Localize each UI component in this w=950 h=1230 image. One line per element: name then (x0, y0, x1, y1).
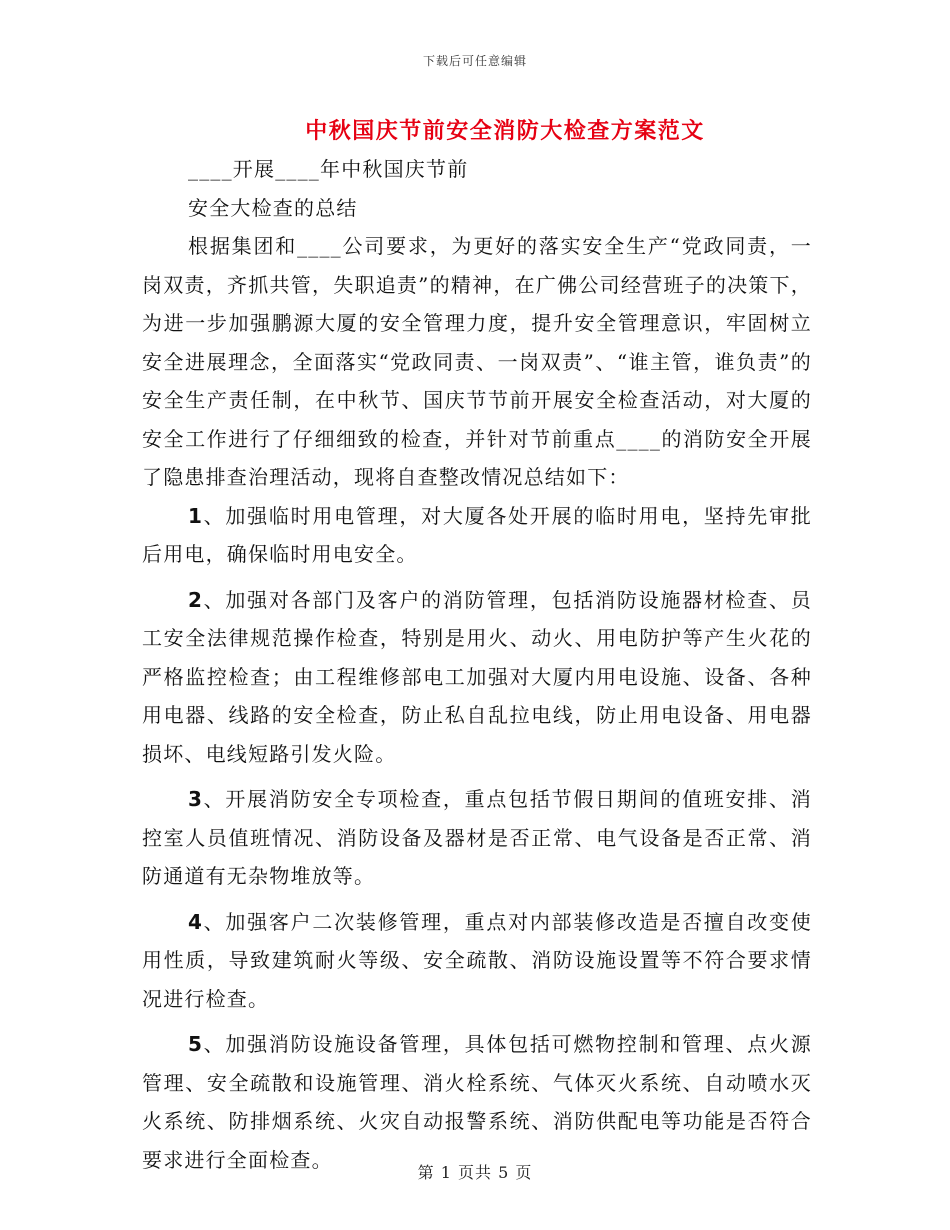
intro-paragraph: 根据集团和____公司要求，为更好的落实安全生产“党政同责，一岗双责，齐抓共管，失职追责”的精神，在广佛公司经营班子的决策下，为进一步加强鹏源大厦的安全管理力度，提升安全管理意识，牢固树立安全进展理念，全面落实“党政同责、一岗双责”、“谁主管，谁负责”的安全生产责任制，在中秋节、国庆节节前开展安全检查活动，对大厦的安全工作进行了仔细细致的检查，并针对节前重点____的消防安全开展了隐患排查治理活动，现将自查整改情况总结如下： (142, 234, 812, 489)
list-item (142, 581, 812, 774)
item-text: 、加强对各部门及客户的消防管理，包括消防设施器材检查、员工安全法律规范操作检查，特别是用火、动火、用电防护等产生火花的严格监控检查；由工程维修部电工加强对大厦内用电设施、设备、各种用电器、线路的安全检查，防止私自乱拉电线，防止用电设备、用电器损坏、电线短路引发火险。 (142, 587, 812, 766)
item-text: 、开展消防安全专项检查，重点包括节假日期间的值班安排、消控室人员值班情况、消防设备及器材是否正常、电气设备是否正常、消防通道有无杂物堆放等。 (142, 787, 812, 888)
item-text: 、加强客户二次装修管理，重点对内部装修改造是否擅自改变使用性质，导致建筑耐火等级、安全疏散、消防设施设置等不符合要求情况进行检查。 (142, 909, 812, 1011)
item-text: 、加强消防设施设备管理，具体包括可燃物控制和管理、点火源管理、安全疏散和设施管理、消火栓系统、气体灭火系统、自动喷水灭火系统、防排烟系统、火灾自动报警系统、消防供配电等功能是否符合要求进行全面检查。 (142, 1032, 812, 1172)
item-number: 5 (188, 1032, 204, 1056)
item-number: 1 (188, 503, 204, 528)
item-text: 、加强临时用电管理，对大厦各处开展的临时用电，坚持先审批后用电，确保临时用电安全。 (142, 503, 812, 566)
document-title: 中秋国庆节前安全消防大检查方案范文 (305, 118, 705, 144)
item-number: 4 (188, 909, 204, 934)
item-number: 2 (188, 587, 204, 612)
document-body (142, 150, 812, 1186)
list-item (142, 903, 812, 1019)
page-header-note: 下载后可任意编辑 (422, 54, 527, 68)
item-number: 3 (188, 787, 204, 811)
list-item (142, 780, 812, 896)
list-item (142, 1025, 812, 1179)
intro-line-2: 安全大检查的总结 (188, 195, 358, 220)
intro-line-1: ____开展____年中秋国庆节前 (188, 157, 469, 181)
page-number: 第 1 页共 5 页 (417, 1163, 533, 1182)
list-item (142, 497, 812, 574)
